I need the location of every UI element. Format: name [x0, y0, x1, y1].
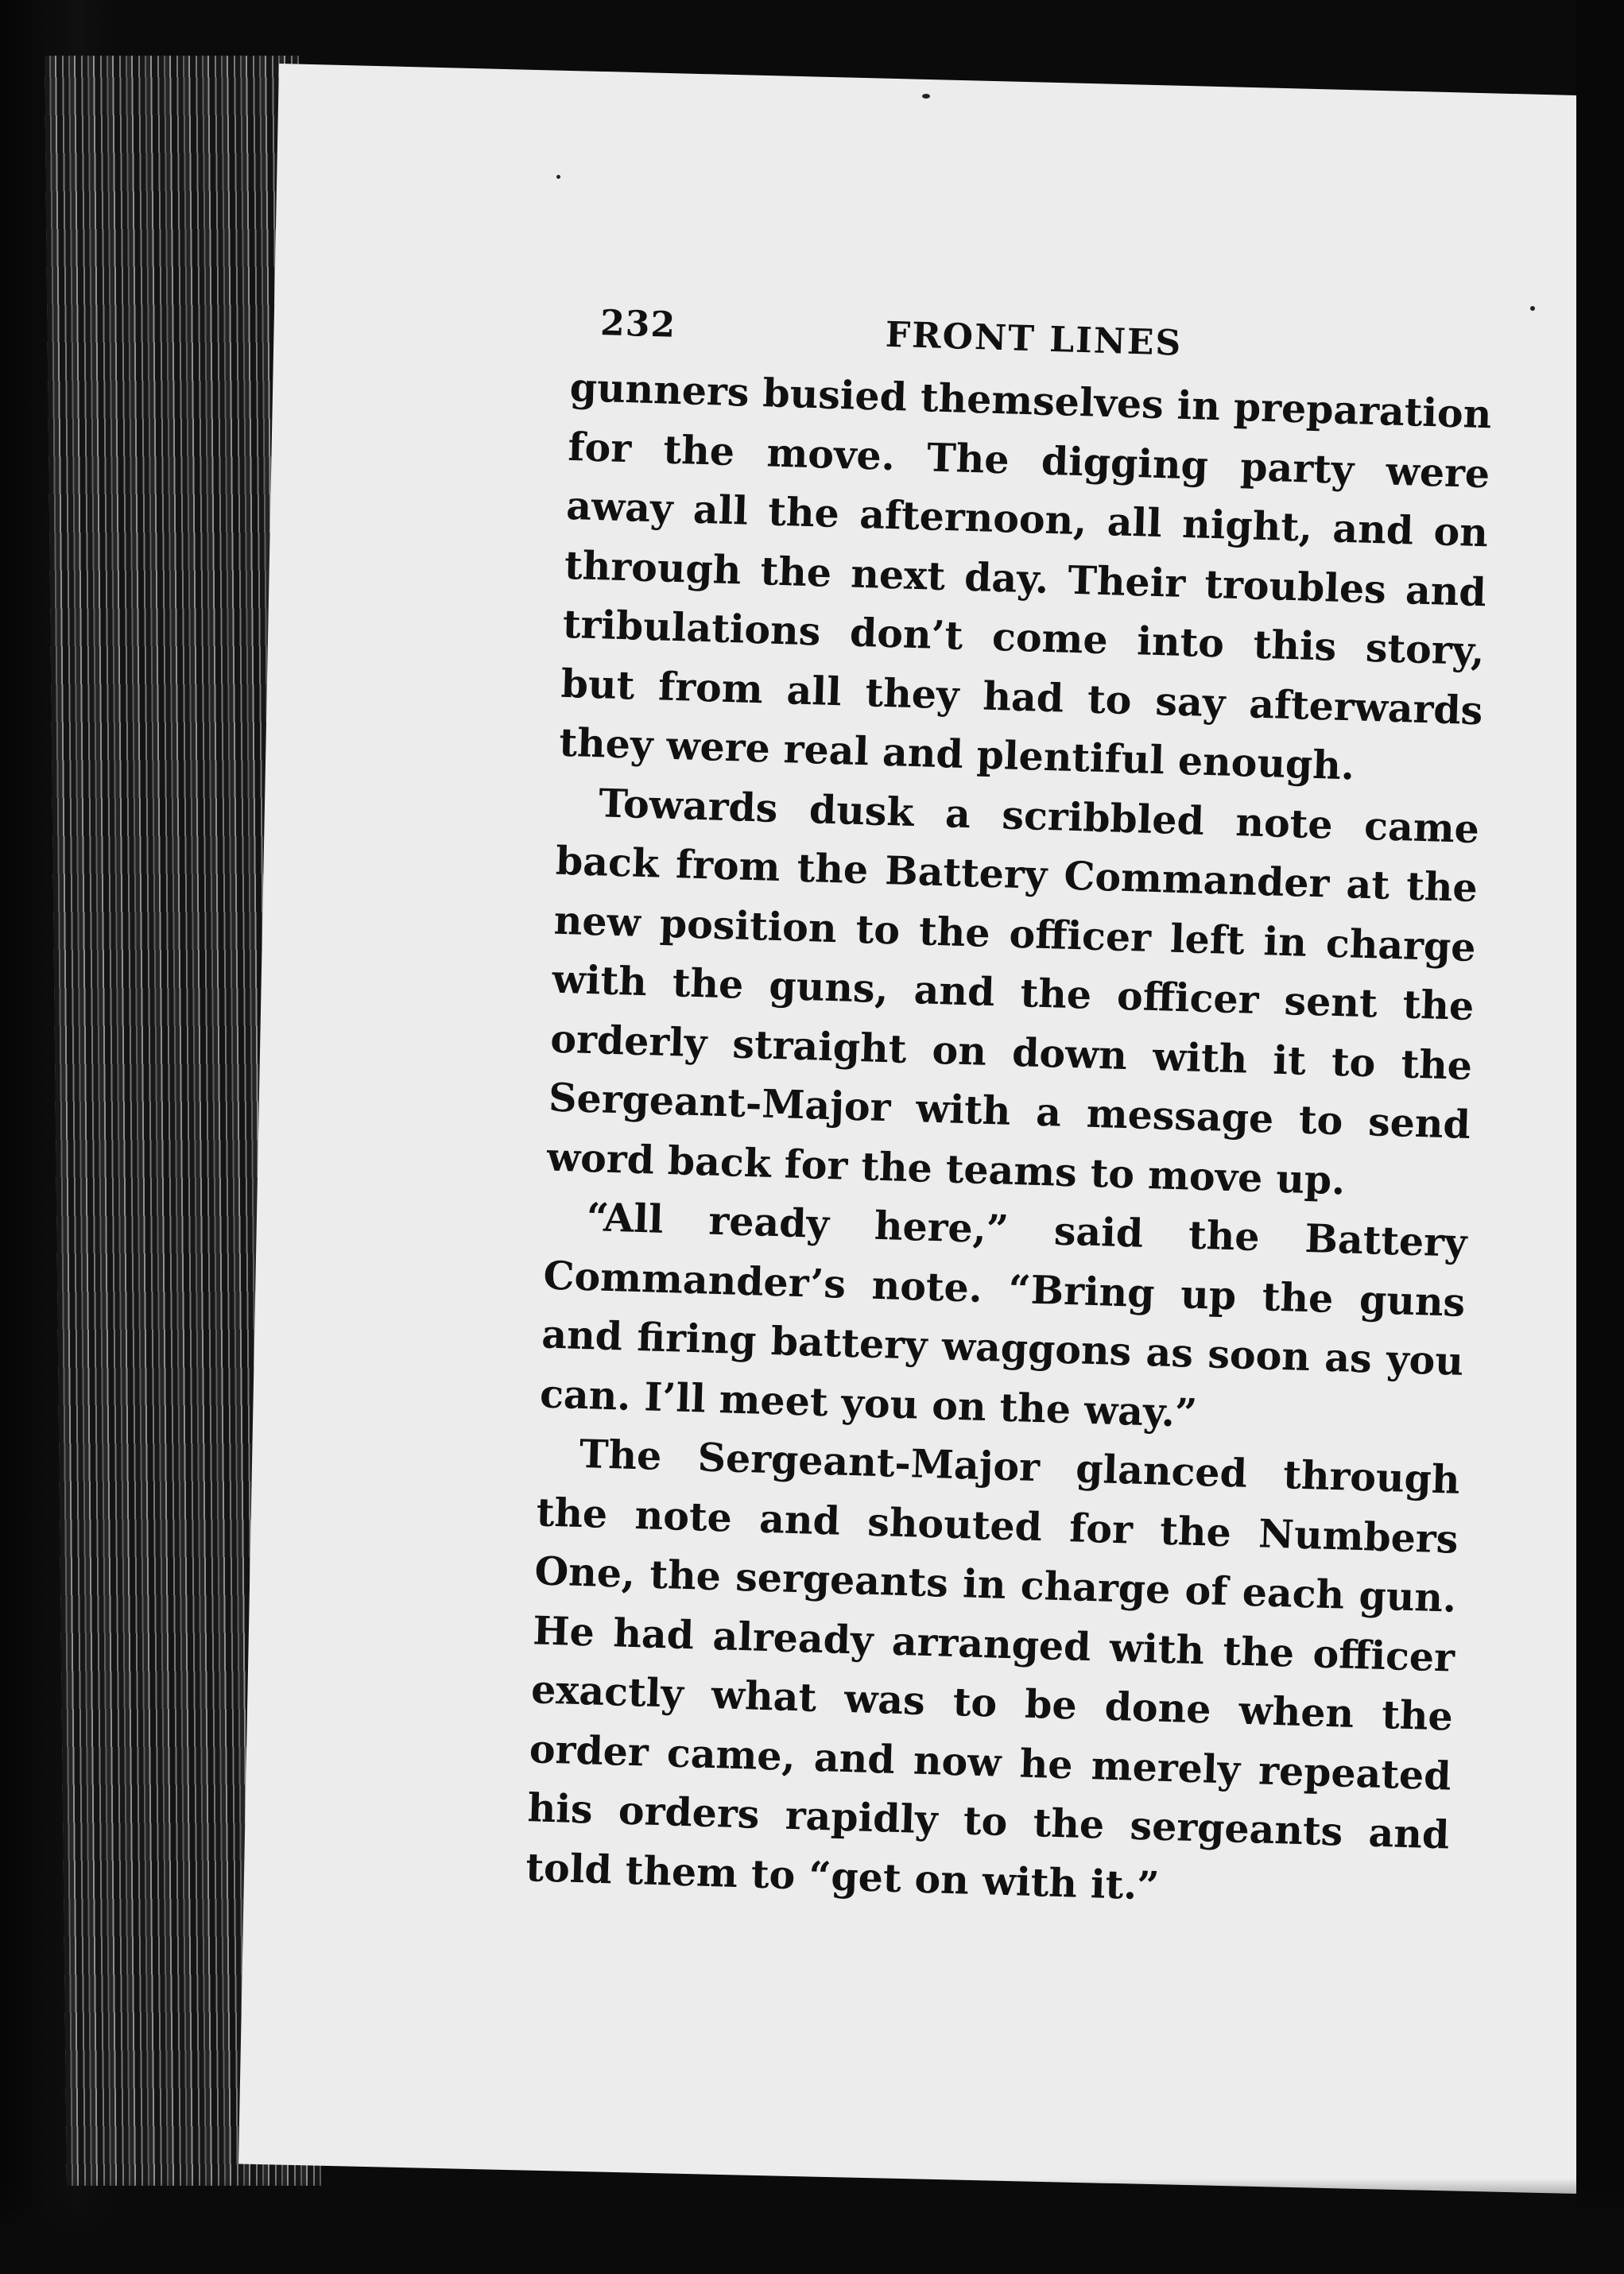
- page-content: [525, 302, 1494, 1924]
- body-text: [525, 358, 1492, 1924]
- paragraph: Towards dusk a scribbled note came back from the Battery Commander at the new position to the officer left in charge with the guns, and the officer sent the orderly straight on down with it to the Sergeant-Major with a message to send word back for the teams to move up.: [546, 779, 1480, 1203]
- dust-speck: [556, 175, 560, 179]
- running-title: FRONT LINES: [885, 314, 1184, 364]
- page-number: 232: [599, 303, 676, 346]
- dust-speck: [1530, 306, 1535, 311]
- right-margin-shadow: [1576, 0, 1624, 2274]
- dust-speck: [922, 94, 930, 99]
- paragraph: The Sergeant-Major glanced through the note and shouted for the Numbers One, the sergeants in charge of each gun. He had already arranged with the officer exactly what was to be done when the order came, and now he merely repeated his orders rapidly to the sergeants and told them to “get on with it.”: [525, 1430, 1461, 1909]
- paragraph: “All ready here,” said the Battery Commander’s note. “Bring up the guns and firing battery waggons as soon as you can. I’ll meet you on the way.”: [539, 1194, 1468, 1436]
- bottom-shadow: [0, 2179, 1624, 2274]
- paragraph: gunners busied themselves in preparation for the move. The digging party were away all the afternoon, all night, and on through the next day. Their troubles and tribulations don’t come into this story, but from all they had to say afterwards they were real and plentiful enough.: [558, 363, 1493, 789]
